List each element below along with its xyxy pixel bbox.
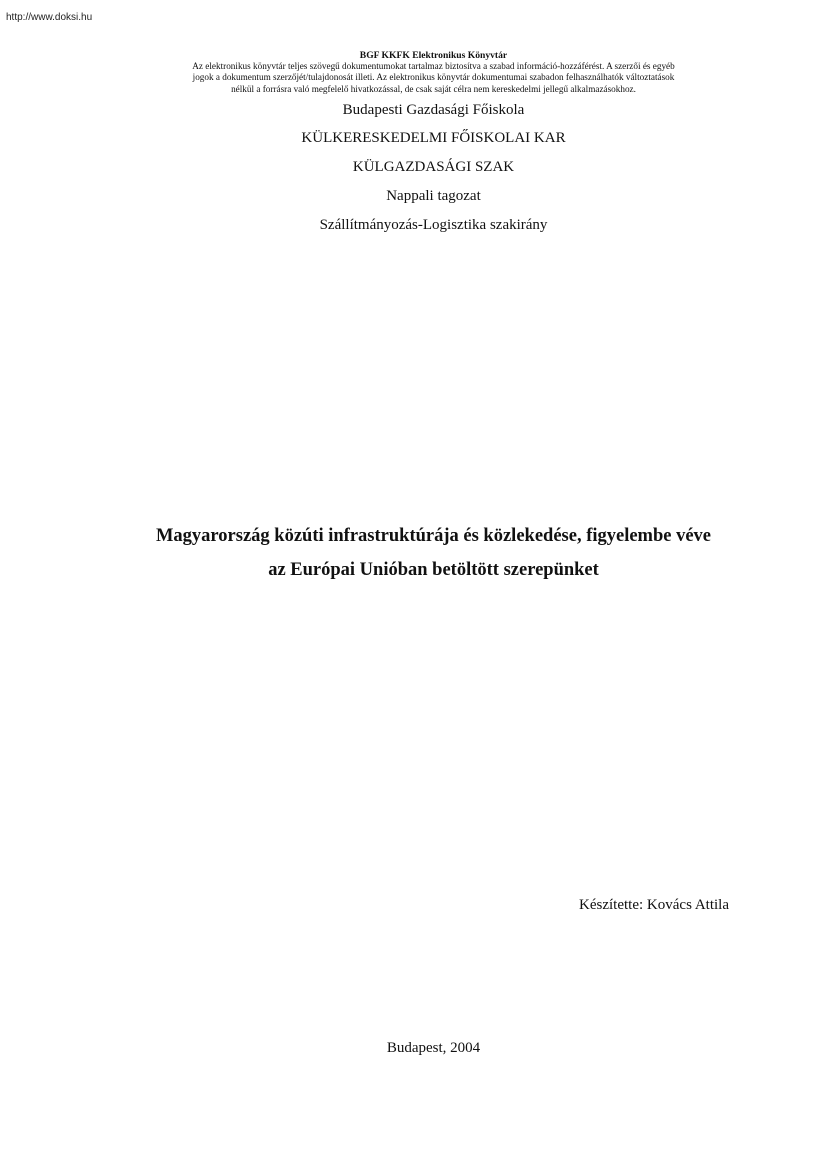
source-url: http://www.doksi.hu [6,12,93,23]
faculty-name: KÜLKERESKEDELMI FŐISKOLAI KAR [301,130,566,146]
thesis-title-line-2: az Európai Unióban betöltött szerepünket [268,560,599,580]
notice-line-2: jogok a dokumentum szerzőjét/tulajdonosát illeti. Az elektronikus könyvtár dokumentumai szabadon felhasználhatók változtatások [192,72,675,83]
thesis-title-line-1: Magyarország közúti infrastruktúrája és közlekedése, figyelembe véve [155,526,712,546]
thesis-title [100,519,767,587]
school-name: Budapesti Gazdasági Főiskola [342,102,525,118]
study-mode: Nappali tagozat [386,188,481,204]
notice-line-1: Az elektronikus könyvtár teljes szövegű dokumentumokat tartalmaz biztosítva a szabad információ-hozzáférést. A szerzői és egyéb [192,61,675,72]
major-name: KÜLGAZDASÁGI SZAK [352,159,515,175]
specialization: Szállítmányozás-Logisztika szakirány [319,217,548,233]
place-date: Budapest, 2004 [386,1040,481,1056]
author-credit: Készítette: Kovács Attila [579,897,729,913]
notice-line-3: nélkül a forrásra való megfelelő hivatkozással, de csak saját célra nem kereskedelmi jellegű alkalmazásokhoz. [231,83,636,94]
library-notice [120,50,747,95]
notice-title: BGF KKFK Elektronikus Könyvtár [359,50,508,61]
